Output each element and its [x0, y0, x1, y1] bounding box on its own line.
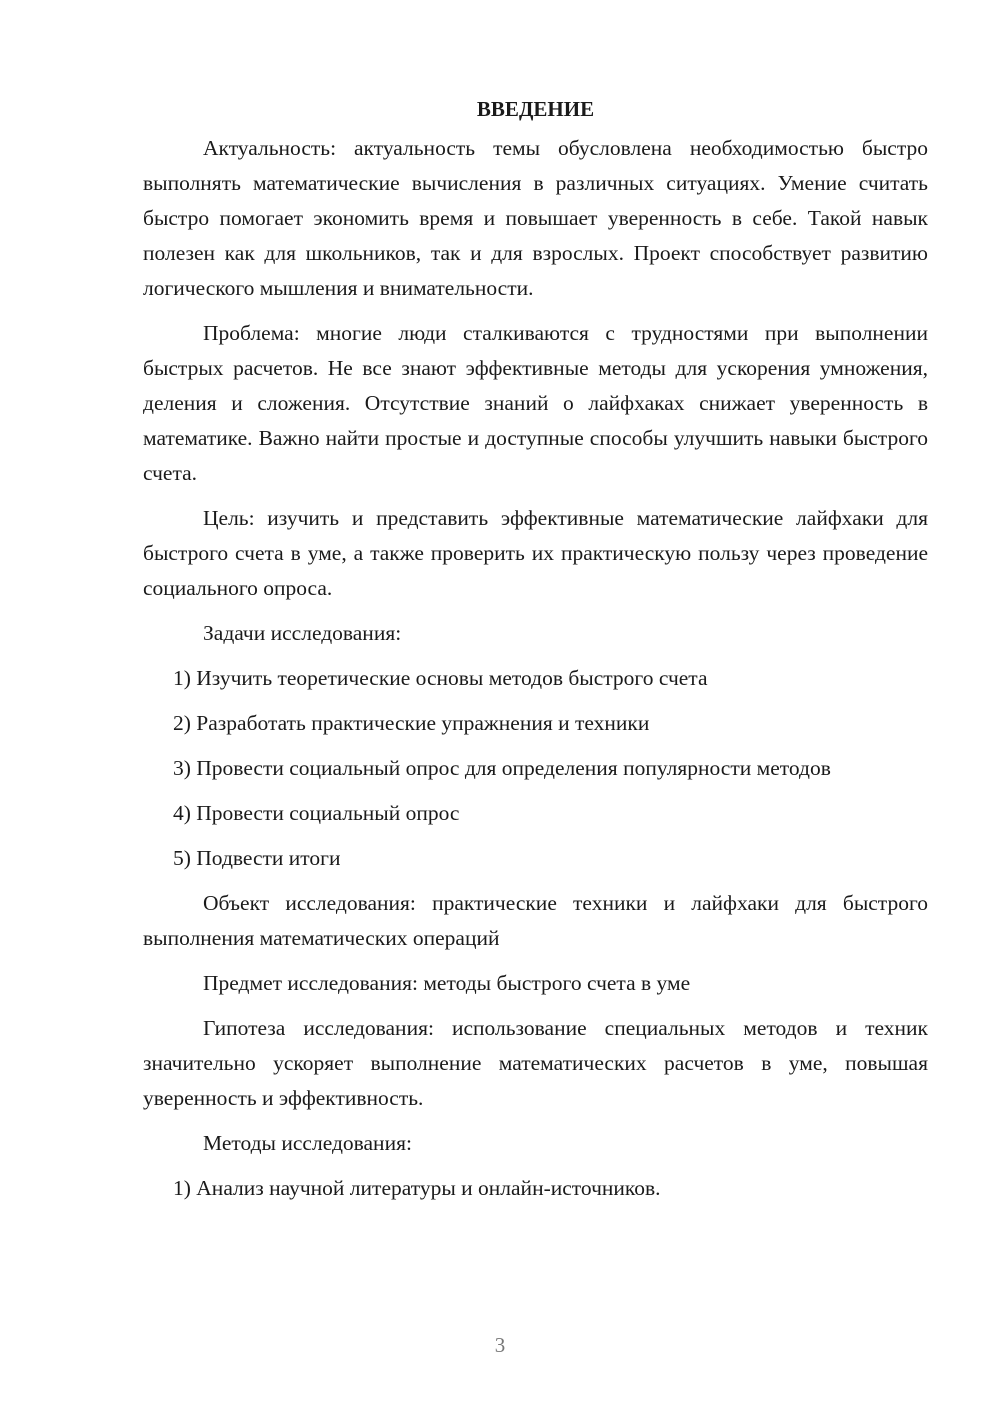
- method-item: 1) Анализ научной литературы и онлайн-источников.: [173, 1176, 661, 1200]
- subject-paragraph: Предмет исследования: методы быстрого счета в уме: [203, 971, 691, 995]
- page-number: 3: [494, 1333, 506, 1357]
- problem-paragraph: Проблема: многие люди сталкиваются с трудностями при выполнении быстрых расчетов. Не все знают эффективные методы для ускорения умножения, деления и сложения. Отсутствие знаний о лайфхаках снижает уверенность в математике. Важно найти простые и доступные способы улучшить навыки быстрого счета.: [143, 321, 928, 485]
- task-item: 2) Разработать практические упражнения и техники: [173, 711, 650, 735]
- page-title: ВВЕДЕНИЕ: [476, 97, 595, 121]
- task-item: 1) Изучить теоретические основы методов быстрого счета: [173, 666, 708, 690]
- task-item: 3) Провести социальный опрос для определения популярности методов: [173, 756, 831, 780]
- methods-heading: Методы исследования:: [203, 1131, 412, 1155]
- hypothesis-paragraph: Гипотеза исследования: использование специальных методов и техник значительно ускоряет выполнение математических расчетов в уме, повышая уверенность и эффективность.: [143, 1016, 928, 1110]
- task-item: 5) Подвести итоги: [173, 846, 341, 870]
- goal-paragraph: Цель: изучить и представить эффективные математические лайфхаки для быстрого счета в уме, а также проверить их практическую пользу через проведение социального опроса.: [143, 506, 928, 600]
- document-page: [143, 92, 928, 1216]
- relevance-paragraph: Актуальность: актуальность темы обусловлена необходимостью быстро выполнять математические вычисления в различных ситуациях. Умение считать быстро помогает экономить время и повышает уверенность в себе. Такой навык полезен как для школьников, так и для взрослых. Проект способствует развитию логического мышления и внимательности.: [143, 136, 928, 300]
- task-item: 4) Провести социальный опрос: [173, 801, 460, 825]
- object-paragraph: Объект исследования: практические техники и лайфхаки для быстрого выполнения математических операций: [143, 891, 928, 950]
- tasks-heading: Задачи исследования:: [203, 621, 402, 645]
